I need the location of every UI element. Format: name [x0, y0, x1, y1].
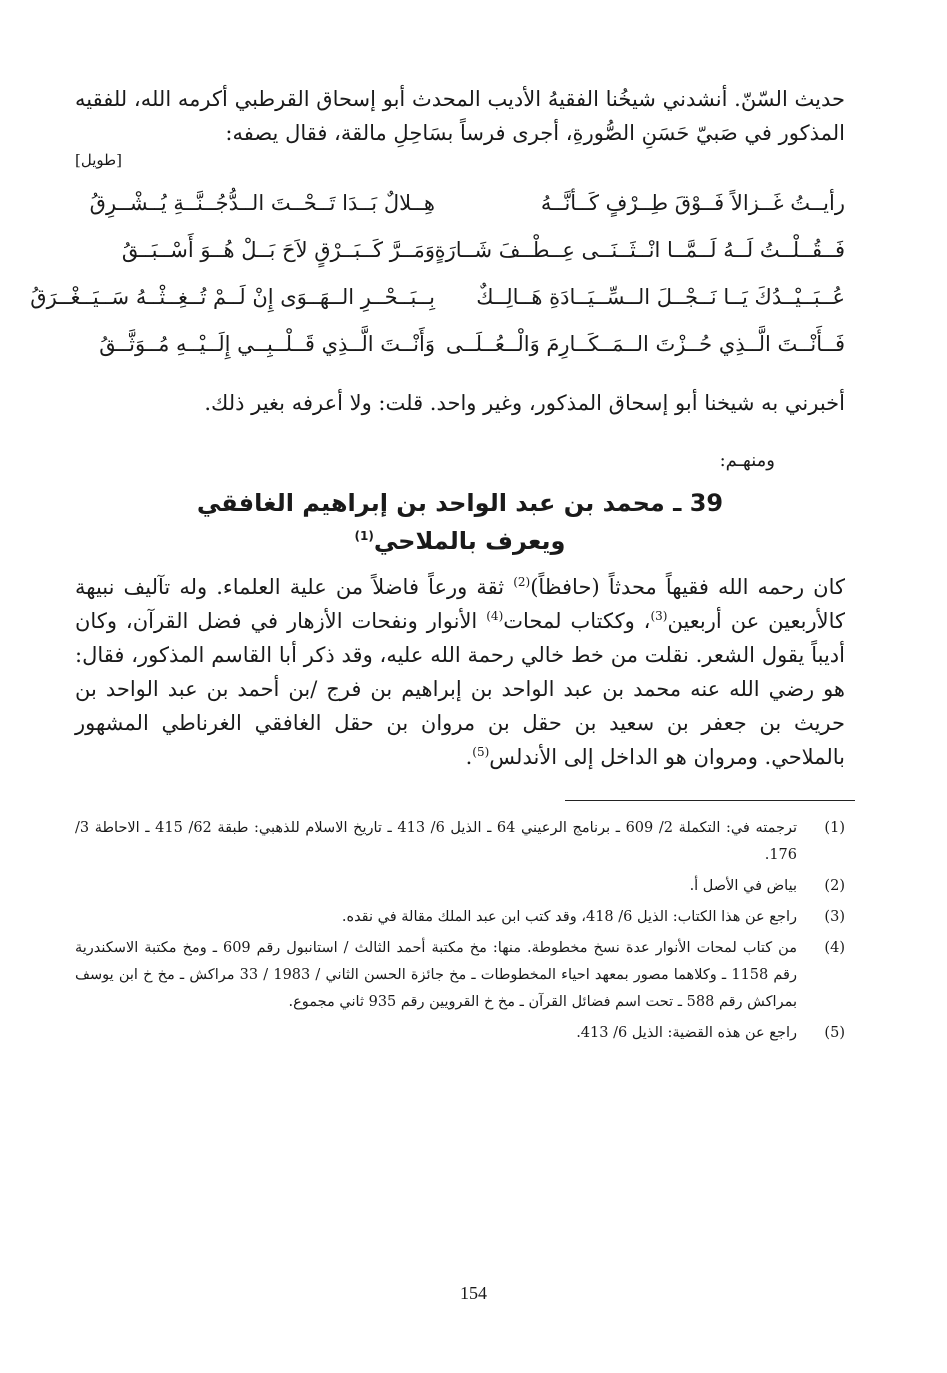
footnote-text: بياض في الأصل أ.: [689, 878, 797, 894]
poem: [30, 180, 845, 368]
verse-first-hemistich: عُــبَــيْــدُكَ يَــا نَــجْــلَ الــسِّــيَــادَةِ هَــالِــكٌ: [476, 285, 845, 309]
entry-title-line-1: 39 ـ محمد بن عبد الواحد بن إبراهيم الغافقي: [196, 489, 724, 517]
footnote-ref: (5): [472, 745, 490, 759]
footnote-number: (3): [824, 909, 845, 925]
footnote-ref: (1): [354, 529, 374, 543]
verse-first-hemistich: فَــقُــلْــتُ لَــهُ لَــمَّــا انْــثَــنَــى عِــطْــفَ شَــارَةٍ: [434, 238, 845, 262]
footnote-ref: (4): [486, 609, 504, 623]
footnote-item: [75, 935, 845, 1016]
poem-verse: [30, 274, 845, 321]
section-intro-label: ومنهـم:: [719, 450, 775, 471]
footnote-ref: (2): [513, 575, 531, 589]
footnote-text: من كتاب لمحات الأنوار عدة نسخ مخطوطة. منها: مخ مكتبة أحمد الثالث / استانبول رقم 609 ـ ومخ مكتبة الاسكندرية رقم 1158 ـ وكلاهما مصور بمعهد احياء المخطوطات ـ مخ جائزة الحسن الثاني / 1983 / 33 مراكش ـ مخ خ ابن يوسف بمراكش رقم 588 ـ تحت اسم فضائل القرآن ـ مخ خ القرويين رقم 935 ثاني مجموع.: [75, 940, 797, 1010]
footnote-item: [75, 1020, 845, 1047]
footnotes: [75, 815, 845, 1047]
meter-label: [طويل]: [75, 151, 122, 169]
body-text: .: [465, 745, 473, 769]
poem-source-paragraph: أخبرني به شيخنا أبو إسحاق المذكور، وغير واحد. قلت: ولا أعرفه بغير ذلك.: [204, 391, 845, 415]
footnote-item: [75, 904, 845, 931]
poem-verse: [75, 321, 845, 368]
entry-title-line-2: [75, 522, 845, 560]
intro-paragraph: حديث السّنّ. أنشدني شيخُنا الفقيهُ الأديب المحدث أبو إسحاق القرطبي أكرمه الله، للفقيه المذكور في صَبيّ حَسَنِ الصُّورةِ، أجرى فرساً بسَاحِلِ مالقة، فقال يصفه:: [75, 87, 845, 145]
footnote-item: [75, 815, 845, 869]
footnote-number: (1): [824, 820, 845, 836]
footnote-separator: [565, 800, 855, 801]
footnote-number: (5): [824, 1025, 845, 1041]
body-text: ثقة ورعاً فاضلاً من علية العلماء. وله تآليف نبيهة كالأربعين عن أربعين: [75, 575, 845, 633]
footnote-text: راجع عن هذه القضية: الذيل 6/ 413.: [576, 1025, 797, 1041]
footnote-number: (4): [824, 940, 845, 956]
footnote-text: راجع عن هذا الكتاب: الذيل 6/ 418، وقد كتب ابن عبد الملك مقالة في نقده.: [341, 909, 797, 925]
verse-second-hemistich: بِــبَــحْــرِ الــهَــوَى إِنْ لَــمْ تُــغِــثْــهُ سَــيَــغْــرَقُ: [30, 285, 435, 309]
verse-second-hemistich: وَأَنْــتَ الَّــذِي قَــلْــبِــي إِلَــيْــهِ مُــوَثَّــقُ: [99, 332, 435, 356]
verse-second-hemistich: وَمَــرَّ كَــبَــرْقٍ لاَحَ بَــلْ هُــوَ أَسْــبَــقُ: [121, 238, 435, 262]
verse-first-hemistich: فَــأَنْــتَ الَّــذِي حُــزْتَ الــمَــكَــارِمَ وَالْــعُــلَــى: [445, 332, 845, 356]
entry-title-text: ويعرف بالملاحي: [373, 527, 566, 555]
footnote-text: ترجمته في: التكملة 2/ 609 ـ برنامج الرعيني 64 ـ الذيل 6/ 413 ـ تاريخ الاسلام للذهبي: طبقة 62/ 415 ـ الاحاطة 3/ 176.: [75, 820, 797, 863]
verse-first-hemistich: رأيــتُ غَــزالاً فَــوْقَ طِــرْفٍ كَــأنَّــهُ: [540, 191, 845, 215]
entry-body-paragraph: [75, 570, 845, 774]
footnote-item: [75, 873, 845, 900]
book-page: [30, 82, 845, 1051]
footnote-number: (2): [824, 878, 845, 894]
verse-second-hemistich: هِــلالٌ بَــدَا تَــحْــتَ الــدُّجُــنَّــةِ يُــشْــرِقُ: [89, 191, 435, 215]
body-text: الأنوار ونفحات الأزهار في فضل القرآن، وكان أديباً يقول الشعر. نقلت من خط خالي رحمة الله عليه، وقد ذكر أبا القاسم المذكور، فقال: هو رضي الله عنه محمد بن عبد الواحد بن إبراهيم بن فرج /بن أحمد بن عبد الواحد بن حريث بن جعفر بن سعيد بن حقل بن مروان بن حقل الغافقي الغرناطي المشهور بالملاحي. ومروان هو الداخل إلى الأندلس: [75, 609, 845, 769]
poem-verse: [75, 227, 845, 274]
page-number: 154: [460, 1283, 487, 1303]
poem-verse: [75, 180, 845, 227]
footnote-ref: (3): [650, 609, 668, 623]
body-text: كان رحمه الله فقيهاً محدثاً (حافظاً): [530, 575, 845, 599]
entry-heading: [75, 484, 845, 560]
body-text: ، وككتاب لمحات: [503, 609, 651, 633]
